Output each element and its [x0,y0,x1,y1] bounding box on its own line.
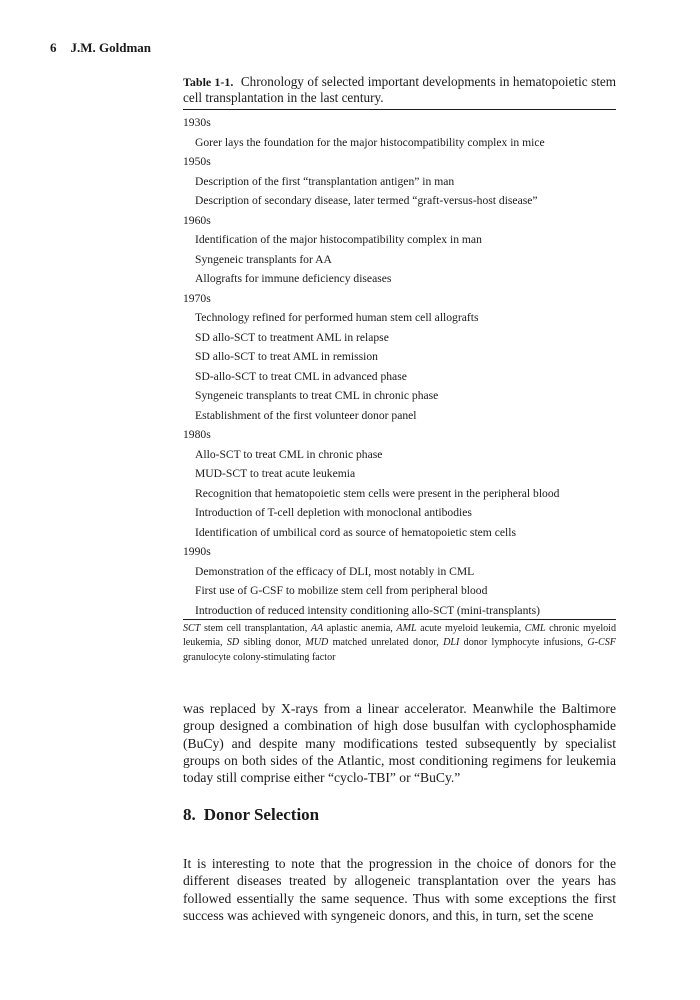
table-caption-label: Table 1-1. [183,75,234,89]
footnote-definition: sibling donor, [243,637,302,649]
body-paragraph-1: was replaced by X-rays from a linear accelerator. Meanwhile the Baltimore group designed a combination of high dose busulfan with cyclophosphamide (BuCy) and despite many modifications tested subsequently by specialist groups on both sides of the Atlantic, most conditioning regimens for leukemia today still comprise either “cyclo-TBI” or “BuCy.” [183,701,616,786]
table-row-event: Allografts for immune deficiency diseases [195,272,392,285]
footnote-abbreviation: G-CSF [587,637,616,649]
table-row-decade: 1960s [183,213,211,227]
footnote-definition: donor lymphocyte infusions, [463,637,584,649]
table-row-event: Demonstration of the efficacy of DLI, most notably in CML [195,564,475,578]
table-row-event: MUD-SCT to treat acute leukemia [195,467,356,480]
table-row-event: Technology refined for performed human stem cell allografts [195,311,479,324]
footnote-abbreviation: AML [396,623,417,634]
running-head-author: J.M. Goldman [70,40,152,55]
table-row-event: Identification of umbilical cord as source of hematopoietic stem cells [195,525,516,539]
table-row-event: Identification of the major histocompatibility complex in man [195,233,482,246]
table-row-event: Syngeneic transplants to treat CML in chronic phase [195,389,439,402]
table-row-event: Introduction of reduced intensity conditioning allo-SCT (mini-transplants) [195,603,540,617]
table-row-event: First use of G-CSF to mobilize stem cell from peripheral blood [195,584,488,597]
table-row-event: Syngeneic transplants for AA [195,252,332,266]
table-row-event: SD-allo-SCT to treat CML in advanced phase [195,369,407,383]
table-row-event: Introduction of T-cell depletion with monoclonal antibodies [195,506,472,519]
footnote-definition: matched unrelated donor, [332,637,439,649]
table-row-event: SD allo-SCT to treat AML in remission [195,350,378,363]
section-number: 8. [183,805,196,824]
footnote-abbreviation: MUD [305,637,329,649]
footnote-definition: acute myeloid leukemia, [420,623,522,634]
page-number: 6 [50,40,57,55]
footnote-abbreviation: AA [310,623,324,634]
table-row-decade: 1970s [183,291,211,305]
table-row-decade: 1950s [183,155,211,168]
table-caption [183,74,616,110]
table-row-decade: 1930s [183,116,211,129]
running-head [50,40,151,56]
footnote-definition: aplastic anemia, [326,623,393,634]
table-row-event: Recognition that hematopoietic stem cells were present in the peripheral blood [195,486,560,500]
footnote-definition: granulocyte colony-stimulating factor [183,651,336,663]
footnote-definition: stem cell transplantation, [203,623,308,634]
chronology-table [183,74,616,665]
table-row-event: Establishment of the first volunteer donor panel [195,408,417,422]
table-row-event: Description of secondary disease, later termed “graft-versus-host disease” [195,194,538,207]
table-footnote [183,622,616,665]
table-caption-text: Chronology of selected important developments in hematopoietic stem cell transplantation in the last century. [183,74,616,105]
table-row-event: Gorer lays the foundation for the major histocompatibility complex in mice [195,135,545,149]
footnote-abbreviation: CML [524,623,546,634]
section-title: Donor Selection [203,805,320,824]
table-row-event: SD allo-SCT to treatment AML in relapse [195,330,389,344]
table-rows [183,110,616,620]
table-row-decade: 1980s [183,428,211,441]
footnote-abbreviation: DLI [443,637,460,649]
table-row-decade: 1990s [183,545,211,558]
section-heading [183,805,319,825]
table-row-event: Description of the first “transplantation antigen” in man [195,174,455,188]
footnote-abbreviation: SD [226,637,240,649]
table-row-event: Allo-SCT to treat CML in chronic phase [195,447,383,461]
footnote-abbreviation: SCT [183,623,201,634]
body-paragraph-2: It is interesting to note that the progression in the choice of donors for the different diseases treated by allogeneic transplantation over the years has followed essentially the same sequence. Thus with some exceptions the first success was achieved with syngeneic donors, and this, in turn, set the scene [183,856,616,923]
footnote-definition: chronic myeloid leukemia, [183,623,617,649]
